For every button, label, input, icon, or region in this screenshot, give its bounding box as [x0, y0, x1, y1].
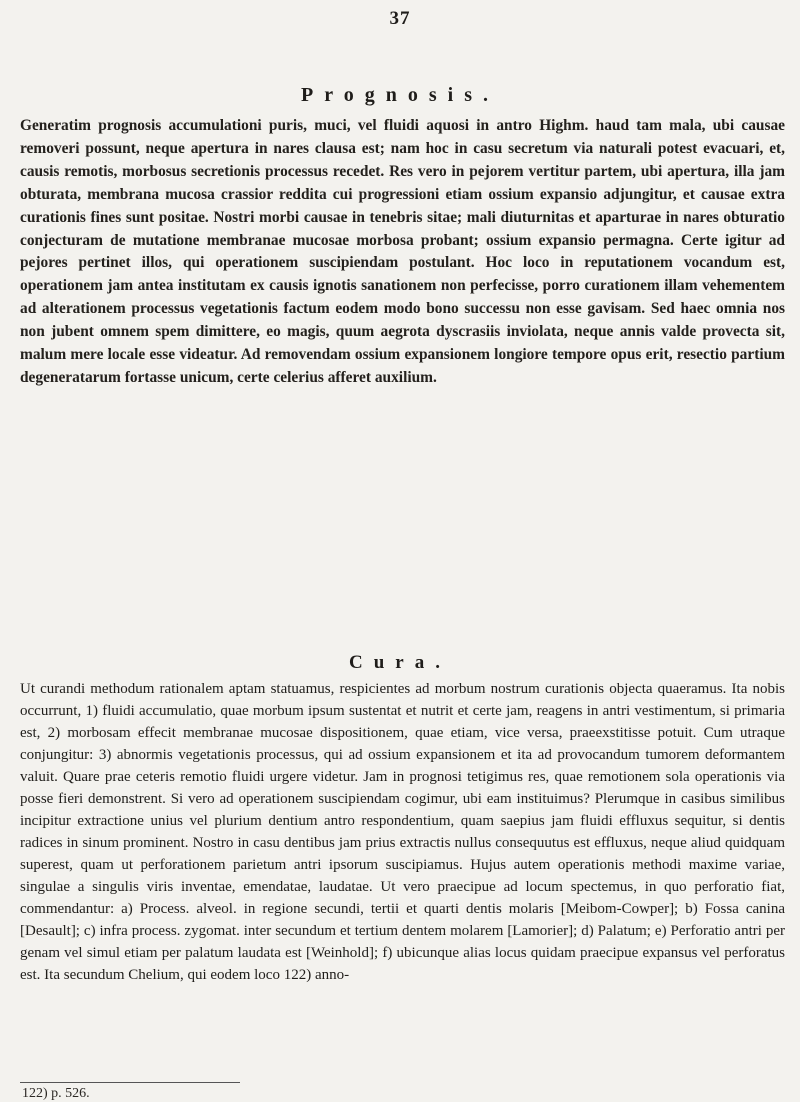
footnote-divider: [20, 1082, 240, 1083]
paragraph-cura: Ut curandi methodum rationalem aptam statuamus, respicientes ad morbum nostrum curationis objecta quaeramus. Ita nobis occurrunt, 1) fluidi accumulatio, quae morbum ipsum sustentat et nutrit et certe jam, reagens in antri vestimentum, si primaria est, 2) morbosam effecit membranae mucosae dispositionem, quae etiam, vice versa, praeexstitisse potuit. Cum utraque conjungitur: 3) abnormis vegetationis processus, qui ad ossium expansionem et ita ad provocandum tumorem deformantem valuit. Quare prae ceteris remotio fluidi urgere videtur. Jam in prognosi tetigimus res, quae remotionem sola operationis via posse fieri demonstrent. Si vero ad operationem suscipiendam cogimur, ubi eam instituimus? Plerumque in casibus similibus incipitur extractione unius vel plurium dentium antro respondentium, quam saepius jam fluidi effluxus sequitur, si dentis radices in sinum prominent. Nostro in casu dentibus jam prius extractis nullus consequutus est effluxus, neque aliud quidquam superest, quam ut perforationem parietum antri ipsorum suscipiamus. Hujus autem operationis methodi maxime variae, singulae a singulis viris inventae, emendatae, laudatae. Ut vero praecipue ad locum spectemus, in quo perforatio fiat, commendantur: a) Process. alveol. in regione secundi, tertii et quarti dentis molaris [Meibom-Cowper]; b) Fossa canina [Desault]; c) infra process. zygomat. inter secundum et tertium dentem molarem [Lamorier]; d) Palatum; e) Perforatio antri per genam vel simul etiam per palatum laudata est [Weinhold]; f) ubicunque alias locus quidam praecipue expansus vel perforatus est. Ita secundum Chelium, qui eodem loco 122) anno-: [20, 681, 785, 983]
section-heading-prognosis: Prognosis.: [301, 84, 499, 106]
footnote: 122) p. 526.: [22, 1086, 90, 1101]
section-heading-cura: Cura.: [349, 652, 451, 673]
page-number: 37: [389, 8, 411, 29]
paragraph-prognosis: Generatim prognosis accumulationi puris, muci, vel fluidi aquosi in antro Highm. haud tam mala, ubi causae removeri possunt, neque apertura in nares clausa est; nam hoc in casu secretum via naturali potest evacuari, et, causis remotis, morbosus secretionis processus recedet. Res vero in pejorem vertitur partem, ubi apertura, illa jam obturata, membrana mucosa crassior reddita cui progressioni etiam ossium expansio adjungitur, et causae extra curationis fines sunt positae. Nostri morbi causae in tenebris sitae; mali diuturnitas et aparturae in nares obturatio conjecturam de mutatione membranae mucosae morbosa probant; ossium expansio permagna. Certe igitur ad pejores pertinet illos, qui operationem suscipiendam postulant. Hoc loco in reputationem vocandum est, operationem jam antea institutam ex causis ignotis sanationem non perfecisse, porro curationem illam vehementem ad alterationem processus vegetationis factum eodem modo bono successu non esse gavisam. Sed haec omnia nos non jubent omnem spem dimittere, eo magis, quum aegrota dyscrasiis inviolata, neque annis valde provecta sit, malum mere locale esse videatur. Ad removendam ossium expansionem longiore tempore opus erit, resectio partium degeneratarum fortasse unicum, certe celerius afferet auxilium.: [20, 117, 785, 386]
